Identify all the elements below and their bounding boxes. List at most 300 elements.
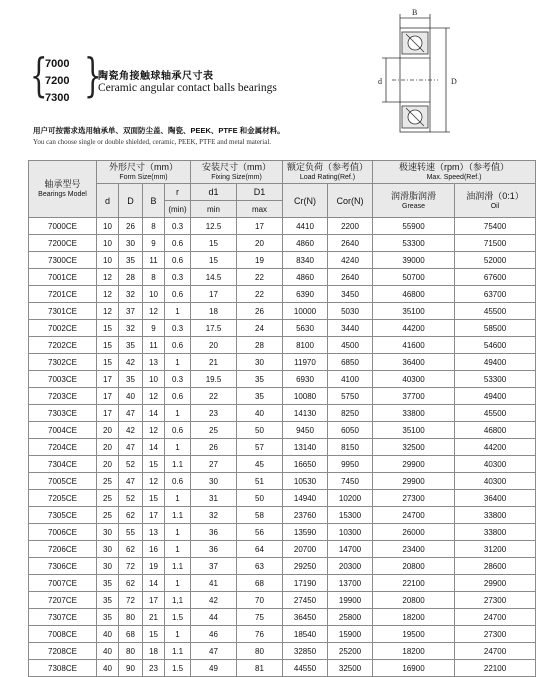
model-cell: 7200CE xyxy=(29,235,97,252)
table-cell: 14 xyxy=(143,575,165,592)
table-cell: 30 xyxy=(191,473,237,490)
header-D1: D1 xyxy=(237,184,283,201)
table-cell: 35 xyxy=(97,592,119,609)
table-cell: 32500 xyxy=(373,439,455,456)
table-cell: 20800 xyxy=(373,592,455,609)
table-cell: 33800 xyxy=(455,507,536,524)
table-cell: 27300 xyxy=(455,626,536,643)
table-cell: 57 xyxy=(237,439,283,456)
header-B: B xyxy=(143,184,165,218)
table-cell: 25800 xyxy=(328,609,373,626)
table-cell: 12 xyxy=(143,388,165,405)
table-cell: 0.6 xyxy=(165,388,191,405)
table-row xyxy=(29,626,536,643)
table-cell: 30 xyxy=(97,524,119,541)
table-cell: 46800 xyxy=(455,422,536,439)
table-cell: 52 xyxy=(119,490,143,507)
table-cell: 7450 xyxy=(328,473,373,490)
table-cell: 22 xyxy=(237,286,283,303)
table-cell: 47 xyxy=(119,439,143,456)
table-cell: 39000 xyxy=(373,252,455,269)
table-cell: 53300 xyxy=(373,235,455,252)
header-d1: d1 xyxy=(191,184,237,201)
table-cell: 20 xyxy=(237,235,283,252)
model-cell: 7302CE xyxy=(29,354,97,371)
model-cell: 7004CE xyxy=(29,422,97,439)
table-cell: 22100 xyxy=(373,575,455,592)
table-cell: 16650 xyxy=(283,456,328,473)
table-cell: 40300 xyxy=(455,456,536,473)
table-cell: 16 xyxy=(143,541,165,558)
model-cell: 7307CE xyxy=(29,609,97,626)
table-cell: 49400 xyxy=(455,388,536,405)
model-cell: 7207CE xyxy=(29,592,97,609)
table-cell: 1 xyxy=(165,439,191,456)
model-cell: 7305CE xyxy=(29,507,97,524)
table-cell: 35 xyxy=(119,252,143,269)
table-cell: 40300 xyxy=(455,473,536,490)
table-row xyxy=(29,643,536,660)
series-7200: 7200 xyxy=(45,75,70,87)
table-cell: 27 xyxy=(191,456,237,473)
table-cell: 35 xyxy=(97,609,119,626)
table-cell: 10300 xyxy=(328,524,373,541)
table-cell: 62 xyxy=(119,575,143,592)
table-cell: 9450 xyxy=(283,422,328,439)
table-cell: 1 xyxy=(165,354,191,371)
header-fixing-size: 安装尺寸（mm） Fixing Size(mm) xyxy=(191,161,283,184)
table-cell: 26 xyxy=(237,303,283,320)
table-cell: 24700 xyxy=(455,643,536,660)
table-cell: 44550 xyxy=(283,660,328,677)
table-cell: 29900 xyxy=(455,575,536,592)
table-cell: 6050 xyxy=(328,422,373,439)
table-cell: 19 xyxy=(143,558,165,575)
table-cell: 15 xyxy=(191,252,237,269)
table-row xyxy=(29,286,536,303)
table-cell: 10 xyxy=(143,371,165,388)
table-cell: 36400 xyxy=(373,354,455,371)
svg-text:B: B xyxy=(412,8,418,17)
table-cell: 50700 xyxy=(373,269,455,286)
table-cell: 36 xyxy=(191,541,237,558)
table-cell: 76 xyxy=(237,626,283,643)
table-cell: 35100 xyxy=(373,303,455,320)
model-cell: 7000CE xyxy=(29,218,97,235)
table-cell: 28 xyxy=(237,337,283,354)
table-cell: 20 xyxy=(97,456,119,473)
table-cell: 42 xyxy=(191,592,237,609)
model-cell: 7203CE xyxy=(29,388,97,405)
table-cell: 35 xyxy=(119,371,143,388)
table-cell: 1 xyxy=(165,405,191,422)
table-cell: 17 xyxy=(97,388,119,405)
model-cell: 7005CE xyxy=(29,473,97,490)
table-row xyxy=(29,541,536,558)
table-cell: 4410 xyxy=(283,218,328,235)
table-cell: 10000 xyxy=(283,303,328,320)
table-cell: 30 xyxy=(237,354,283,371)
table-cell: 12 xyxy=(143,303,165,320)
table-cell: 20 xyxy=(97,439,119,456)
header-r-min: (min) xyxy=(165,201,191,218)
table-cell: 75 xyxy=(237,609,283,626)
table-cell: 0.6 xyxy=(165,422,191,439)
table-cell: 8340 xyxy=(283,252,328,269)
table-cell: 75400 xyxy=(455,218,536,235)
table-cell: 37700 xyxy=(373,388,455,405)
table-cell: 32850 xyxy=(283,643,328,660)
svg-text:d: d xyxy=(378,77,382,86)
table-cell: 40 xyxy=(119,388,143,405)
table-cell: 0.3 xyxy=(165,218,191,235)
table-cell: 4860 xyxy=(283,269,328,286)
model-cell: 7008CE xyxy=(29,626,97,643)
table-cell: 10530 xyxy=(283,473,328,490)
table-cell: 14 xyxy=(143,405,165,422)
header-grease: 润滑脂润滑 Grease xyxy=(373,184,455,218)
table-row xyxy=(29,320,536,337)
model-cell: 7002CE xyxy=(29,320,97,337)
table-cell: 55900 xyxy=(373,218,455,235)
title-chinese: 陶瓷角接触球轴承尺寸表 xyxy=(98,71,214,82)
table-cell: 1,1 xyxy=(165,592,191,609)
table-cell: 30 xyxy=(119,235,143,252)
table-cell: 22 xyxy=(191,388,237,405)
table-cell: 70 xyxy=(237,592,283,609)
table-cell: 13700 xyxy=(328,575,373,592)
table-cell: 28600 xyxy=(455,558,536,575)
spec-table-body xyxy=(29,218,536,677)
table-row xyxy=(29,660,536,677)
table-cell: 29900 xyxy=(373,473,455,490)
table-cell: 26 xyxy=(191,439,237,456)
table-cell: 42 xyxy=(119,422,143,439)
table-cell: 40 xyxy=(97,626,119,643)
table-cell: 5030 xyxy=(328,303,373,320)
table-cell: 13 xyxy=(143,524,165,541)
table-cell: 20800 xyxy=(373,558,455,575)
table-row xyxy=(29,218,536,235)
table-cell: 23 xyxy=(191,405,237,422)
table-cell: 26 xyxy=(119,218,143,235)
table-row xyxy=(29,575,536,592)
table-row xyxy=(29,507,536,524)
table-cell: 20 xyxy=(97,422,119,439)
header-max-speed: 极速转速（rpm）（参考值） Max. Speed(Ref.) xyxy=(373,161,536,184)
table-cell: 5750 xyxy=(328,388,373,405)
table-cell: 22100 xyxy=(455,660,536,677)
table-cell: 72 xyxy=(119,592,143,609)
header-cr: Cr(N) xyxy=(283,184,328,218)
table-cell: 71500 xyxy=(455,235,536,252)
table-cell: 0.6 xyxy=(165,252,191,269)
table-cell: 36400 xyxy=(455,490,536,507)
table-cell: 18200 xyxy=(373,609,455,626)
table-cell: 12 xyxy=(97,303,119,320)
table-cell: 15900 xyxy=(328,626,373,643)
model-cell: 7308CE xyxy=(29,660,97,677)
table-cell: 8 xyxy=(143,269,165,286)
header-model: 轴承型号 Bearings Model xyxy=(29,161,97,218)
table-row xyxy=(29,558,536,575)
model-cell: 7001CE xyxy=(29,269,97,286)
table-cell: 35 xyxy=(119,337,143,354)
table-cell: 15 xyxy=(97,354,119,371)
table-cell: 52 xyxy=(119,456,143,473)
table-cell: 22 xyxy=(237,269,283,286)
table-cell: 23 xyxy=(143,660,165,677)
table-cell: 37 xyxy=(119,303,143,320)
table-cell: 80 xyxy=(237,643,283,660)
table-cell: 8150 xyxy=(328,439,373,456)
table-cell: 17 xyxy=(191,286,237,303)
model-cell: 7300CE xyxy=(29,252,97,269)
table-cell: 4500 xyxy=(328,337,373,354)
table-cell: 19.5 xyxy=(191,371,237,388)
table-cell: 55 xyxy=(119,524,143,541)
table-cell: 6930 xyxy=(283,371,328,388)
table-cell: 1.1 xyxy=(165,558,191,575)
svg-text:D: D xyxy=(451,77,457,86)
table-cell: 27300 xyxy=(455,592,536,609)
table-cell: 30 xyxy=(97,541,119,558)
table-cell: 11970 xyxy=(283,354,328,371)
table-cell: 29250 xyxy=(283,558,328,575)
table-cell: 40 xyxy=(237,405,283,422)
table-row xyxy=(29,490,536,507)
table-cell: 4100 xyxy=(328,371,373,388)
table-cell: 0.3 xyxy=(165,269,191,286)
table-cell: 15 xyxy=(97,337,119,354)
table-cell: 17190 xyxy=(283,575,328,592)
table-cell: 10 xyxy=(97,218,119,235)
table-cell: 35 xyxy=(97,575,119,592)
table-cell: 33800 xyxy=(455,524,536,541)
table-cell: 72 xyxy=(119,558,143,575)
table-cell: 44200 xyxy=(373,320,455,337)
table-cell: 1 xyxy=(165,541,191,558)
bearing-drawing xyxy=(372,4,482,144)
table-cell: 1 xyxy=(165,490,191,507)
table-cell: 25 xyxy=(191,422,237,439)
header-r: r xyxy=(165,184,191,201)
table-cell: 4860 xyxy=(283,235,328,252)
spec-table xyxy=(28,160,536,677)
model-cell: 7003CE xyxy=(29,371,97,388)
header-oil: 油润滑（0:1） Oil xyxy=(455,184,536,218)
table-cell: 47 xyxy=(191,643,237,660)
table-cell: 9950 xyxy=(328,456,373,473)
header-d1-min: min xyxy=(191,201,237,218)
table-cell: 32 xyxy=(191,507,237,524)
table-cell: 35 xyxy=(237,388,283,405)
table-cell: 19500 xyxy=(373,626,455,643)
table-cell: 25 xyxy=(97,473,119,490)
table-cell: 40 xyxy=(97,643,119,660)
table-cell: 6390 xyxy=(283,286,328,303)
table-cell: 68 xyxy=(119,626,143,643)
table-cell: 20 xyxy=(191,337,237,354)
table-cell: 0.3 xyxy=(165,320,191,337)
table-cell: 50 xyxy=(237,422,283,439)
table-cell: 9 xyxy=(143,235,165,252)
table-cell: 54600 xyxy=(455,337,536,354)
model-cell: 7303CE xyxy=(29,405,97,422)
model-cell: 7304CE xyxy=(29,456,97,473)
table-cell: 12 xyxy=(97,286,119,303)
table-cell: 80 xyxy=(119,609,143,626)
table-row xyxy=(29,269,536,286)
table-cell: 31200 xyxy=(455,541,536,558)
table-cell: 47 xyxy=(119,405,143,422)
table-cell: 27300 xyxy=(373,490,455,507)
table-cell: 24700 xyxy=(455,609,536,626)
table-cell: 20300 xyxy=(328,558,373,575)
table-cell: 0.3 xyxy=(165,371,191,388)
table-cell: 10200 xyxy=(328,490,373,507)
model-cell: 7306CE xyxy=(29,558,97,575)
table-cell: 40 xyxy=(97,660,119,677)
table-cell: 32 xyxy=(119,286,143,303)
table-cell: 23400 xyxy=(373,541,455,558)
table-cell: 40300 xyxy=(373,371,455,388)
table-cell: 62 xyxy=(119,507,143,524)
table-cell: 6850 xyxy=(328,354,373,371)
table-cell: 45 xyxy=(237,456,283,473)
model-cell: 7301CE xyxy=(29,303,97,320)
table-row xyxy=(29,354,536,371)
header-D: D xyxy=(119,184,143,218)
table-cell: 3440 xyxy=(328,320,373,337)
model-cell: 7202CE xyxy=(29,337,97,354)
right-brace: } xyxy=(84,48,102,102)
table-row xyxy=(29,609,536,626)
model-cell: 7204CE xyxy=(29,439,97,456)
model-cell: 7205CE xyxy=(29,490,97,507)
table-cell: 35 xyxy=(237,371,283,388)
model-cell: 7208CE xyxy=(29,643,97,660)
table-cell: 41600 xyxy=(373,337,455,354)
header-d: d xyxy=(97,184,119,218)
table-cell: 11 xyxy=(143,252,165,269)
table-cell: 63700 xyxy=(455,286,536,303)
table-cell: 37 xyxy=(191,558,237,575)
series-7000: 7000 xyxy=(45,58,70,70)
table-cell: 49 xyxy=(191,660,237,677)
table-cell: 1.1 xyxy=(165,643,191,660)
table-cell: 10 xyxy=(97,252,119,269)
table-cell: 30 xyxy=(97,558,119,575)
table-cell: 0.6 xyxy=(165,286,191,303)
table-cell: 9 xyxy=(143,320,165,337)
table-cell: 50 xyxy=(237,490,283,507)
table-cell: 25 xyxy=(97,490,119,507)
table-cell: 52000 xyxy=(455,252,536,269)
header-D1-max: max xyxy=(237,201,283,218)
table-cell: 15 xyxy=(191,235,237,252)
table-cell: 15300 xyxy=(328,507,373,524)
table-cell: 36450 xyxy=(283,609,328,626)
table-cell: 15 xyxy=(143,490,165,507)
model-cell: 7007CE xyxy=(29,575,97,592)
table-cell: 17 xyxy=(143,592,165,609)
table-cell: 25200 xyxy=(328,643,373,660)
table-cell: 63 xyxy=(237,558,283,575)
table-cell: 56 xyxy=(237,524,283,541)
table-cell: 45500 xyxy=(455,405,536,422)
table-row xyxy=(29,524,536,541)
model-cell: 7006CE xyxy=(29,524,97,541)
table-cell: 14130 xyxy=(283,405,328,422)
header-cor: Cor(N) xyxy=(328,184,373,218)
table-cell: 67600 xyxy=(455,269,536,286)
table-cell: 19 xyxy=(237,252,283,269)
table-cell: 68 xyxy=(237,575,283,592)
table-cell: 5630 xyxy=(283,320,328,337)
table-row xyxy=(29,252,536,269)
table-cell: 1.1 xyxy=(165,456,191,473)
model-cell: 7206CE xyxy=(29,541,97,558)
left-brace: { xyxy=(30,48,48,102)
table-cell: 80 xyxy=(119,643,143,660)
table-cell: 17 xyxy=(97,371,119,388)
table-cell: 35100 xyxy=(373,422,455,439)
table-cell: 1.5 xyxy=(165,609,191,626)
table-cell: 11 xyxy=(143,337,165,354)
table-cell: 15 xyxy=(143,456,165,473)
table-row xyxy=(29,456,536,473)
table-cell: 45500 xyxy=(455,303,536,320)
table-cell: 46800 xyxy=(373,286,455,303)
table-cell: 17 xyxy=(237,218,283,235)
table-cell: 10 xyxy=(97,235,119,252)
table-cell: 0.6 xyxy=(165,473,191,490)
table-cell: 2640 xyxy=(328,235,373,252)
table-cell: 47 xyxy=(119,473,143,490)
table-cell: 16900 xyxy=(373,660,455,677)
table-cell: 1.5 xyxy=(165,660,191,677)
table-cell: 42 xyxy=(119,354,143,371)
table-cell: 1 xyxy=(165,303,191,320)
table-cell: 46 xyxy=(191,626,237,643)
title-english: Ceramic angular contact balls bearings xyxy=(98,82,277,94)
table-cell: 1 xyxy=(165,524,191,541)
table-cell: 13590 xyxy=(283,524,328,541)
table-row xyxy=(29,439,536,456)
table-cell: 14940 xyxy=(283,490,328,507)
table-cell: 21 xyxy=(143,609,165,626)
table-cell: 29900 xyxy=(373,456,455,473)
table-cell: 18200 xyxy=(373,643,455,660)
table-cell: 15 xyxy=(97,320,119,337)
table-cell: 33800 xyxy=(373,405,455,422)
table-cell: 90 xyxy=(119,660,143,677)
table-cell: 19900 xyxy=(328,592,373,609)
table-cell: 32500 xyxy=(328,660,373,677)
header-load-rating: 额定负荷（参考值） Load Rating(Ref.) xyxy=(283,161,373,184)
table-cell: 17 xyxy=(97,405,119,422)
table-cell: 64 xyxy=(237,541,283,558)
series-list xyxy=(45,56,69,107)
table-cell: 0.6 xyxy=(165,235,191,252)
table-cell: 51 xyxy=(237,473,283,490)
table-cell: 18 xyxy=(191,303,237,320)
table-cell: 12 xyxy=(143,422,165,439)
table-cell: 14 xyxy=(143,439,165,456)
table-cell: 58500 xyxy=(455,320,536,337)
table-row xyxy=(29,303,536,320)
